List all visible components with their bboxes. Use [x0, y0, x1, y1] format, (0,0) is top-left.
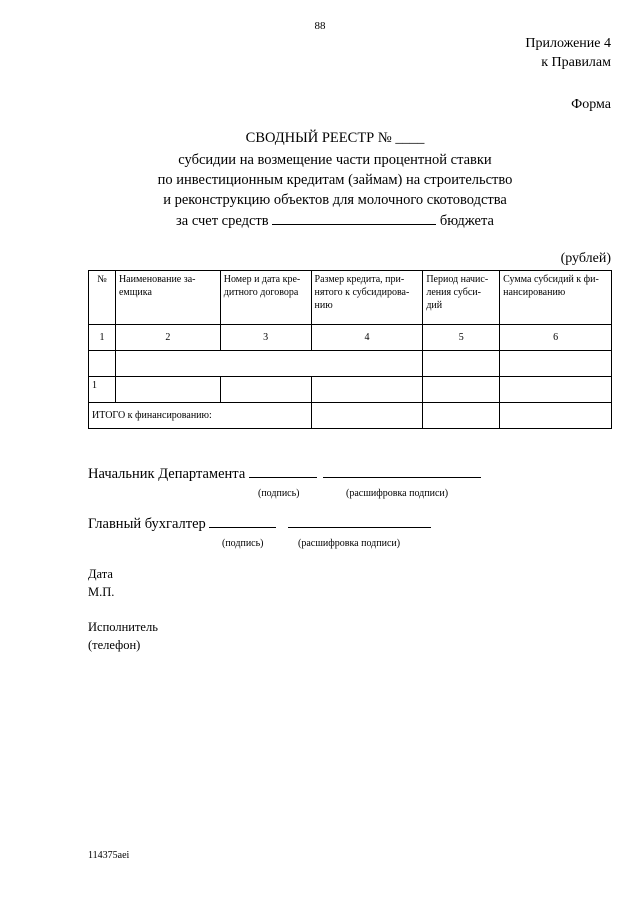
budget-blank: [272, 224, 436, 225]
stamp-label: М.П.: [88, 585, 115, 599]
accountant-signature-blank: [209, 527, 276, 528]
table-cell: [115, 351, 422, 377]
table-cell: [500, 377, 612, 403]
header-cell: Период начис-ления субси-дий: [423, 271, 500, 325]
head-decoding-blank: [323, 477, 481, 478]
units-label: (рублей): [560, 251, 611, 266]
head-decoding-caption: (расшифровка подписи): [346, 488, 449, 499]
table-row: [89, 351, 612, 377]
chief-accountant-label: Главный бухгалтер: [88, 516, 206, 532]
total-cell: [500, 403, 612, 429]
executor-label: Исполнитель: [88, 620, 158, 634]
table-cell: [311, 377, 423, 403]
document-code: 114375aei: [88, 850, 130, 861]
table-header-row: [89, 271, 612, 325]
total-cell: [311, 403, 423, 429]
number-cell: 3: [220, 325, 311, 351]
total-row: [89, 403, 612, 429]
title-line-5: [60, 211, 610, 231]
document-title: СВОДНЫЙ РЕЕСТР № ____: [245, 130, 425, 146]
register-table: [88, 270, 612, 429]
table-cell: [115, 377, 220, 403]
accountant-signature-line: [88, 516, 431, 533]
title-line-5-suffix: бюджета: [439, 213, 494, 229]
appendix-label: Приложение 4: [525, 36, 611, 51]
title-line-5-prefix: за счет средств: [176, 213, 269, 229]
column-number-row: [89, 325, 612, 351]
accountant-signature-caption: (подпись): [222, 538, 264, 549]
form-label: Форма: [571, 97, 611, 112]
header-cell: Размер кредита, при-нятого к субсидирова-нию: [311, 271, 423, 325]
title-line-4: и реконструкцию объектов для молочного скотоводства: [163, 192, 507, 208]
header-cell: Номер и дата кре-дитного договора: [220, 271, 311, 325]
head-signature-blank: [249, 477, 317, 478]
number-cell: 6: [500, 325, 612, 351]
phone-label: (телефон): [88, 638, 141, 652]
total-label: ИТОГО к финансированию:: [89, 403, 312, 429]
number-cell: 4: [311, 325, 423, 351]
title-line-2: субсидии на возмещение части процентной ставки: [178, 152, 492, 168]
accountant-decoding-blank: [288, 527, 431, 528]
table-cell: [423, 377, 500, 403]
head-signature-caption: (подпись): [258, 488, 300, 499]
table-cell: [89, 351, 116, 377]
table-cell: [423, 351, 500, 377]
title-line-3: по инвестиционным кредитам (займам) на строительство: [157, 172, 513, 188]
rules-label: к Правилам: [541, 55, 611, 70]
number-cell: 2: [115, 325, 220, 351]
accountant-decoding-caption: (расшифровка подписи): [298, 538, 401, 549]
page-number: 88: [314, 20, 326, 32]
row-number-cell: 1: [89, 377, 116, 403]
table-row: [89, 377, 612, 403]
header-cell: Наименование за-емщика: [115, 271, 220, 325]
total-cell: [423, 403, 500, 429]
number-cell: 1: [89, 325, 116, 351]
header-cell: №: [89, 271, 116, 325]
header-cell: Сумма субсидий к фи-нансированию: [500, 271, 612, 325]
head-signature-line: [88, 466, 481, 483]
head-label: Начальник Департамента: [88, 466, 246, 482]
table-cell: [220, 377, 311, 403]
date-label: Дата: [88, 567, 113, 581]
table-cell: [500, 351, 612, 377]
number-cell: 5: [423, 325, 500, 351]
